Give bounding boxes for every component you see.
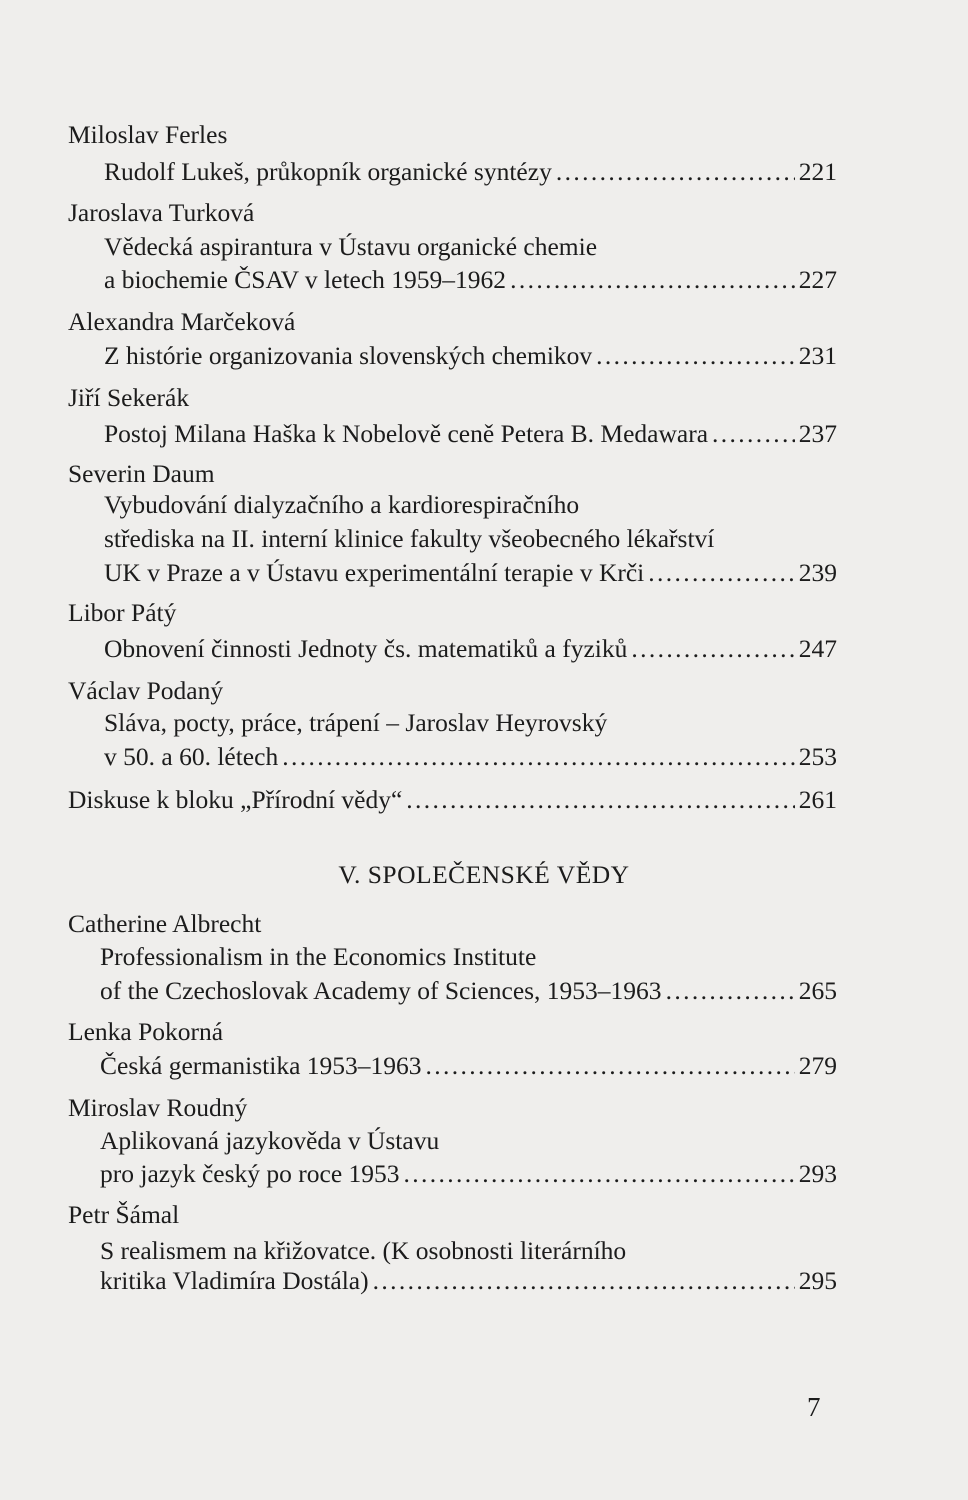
toc-page-number: 227 [798, 265, 837, 294]
toc-author: Jiří Sekerák [68, 383, 190, 412]
toc-entry [68, 785, 837, 815]
leader-dots [426, 1051, 795, 1081]
toc-title: Vybudování dialyzačního a kardiorespiračního [104, 490, 580, 519]
toc-author: Lenka Pokorná [68, 1017, 224, 1046]
toc-title: Diskuse k bloku „Přírodní vědy“ [68, 785, 403, 814]
toc-title: v 50. a 60. létech [104, 742, 279, 771]
toc-author: Miroslav Roudný [68, 1093, 248, 1122]
page-number: 7 [807, 1392, 821, 1422]
toc-entry [100, 1051, 837, 1081]
toc-author: Catherine Albrecht [68, 909, 262, 938]
toc-author: Severin Daum [68, 459, 215, 488]
toc-entry [104, 157, 837, 187]
toc-entry [104, 558, 837, 588]
toc-entry [104, 265, 837, 295]
toc-title: střediska na II. interní klinice fakulty všeobecného lékařství [104, 524, 715, 553]
toc-page-number: 239 [798, 558, 837, 587]
leader-dots [596, 341, 795, 371]
toc-title: Česká germanistika 1953–1963 [100, 1051, 422, 1080]
leader-dots [631, 634, 794, 664]
toc-entry [100, 1159, 837, 1189]
toc-page-number: 247 [798, 634, 837, 663]
toc-page-number: 231 [798, 341, 837, 370]
toc-entry [100, 1266, 837, 1296]
toc-title: Vědecká aspirantura v Ústavu organické chemie [104, 232, 598, 261]
toc-page-number: 237 [798, 419, 837, 448]
leader-dots [712, 419, 795, 449]
toc-page-number: 253 [798, 742, 837, 771]
toc-author: Alexandra Marčeková [68, 307, 296, 336]
leader-dots [648, 558, 794, 588]
leader-dots [510, 265, 795, 295]
toc-entry [104, 341, 837, 371]
toc-author: Miloslav Ferles [68, 120, 228, 149]
toc-author: Václav Podaný [68, 676, 224, 705]
toc-title: UK v Praze a v Ústavu experimentální terapie v Krči [104, 558, 645, 587]
toc-title: Obnovení činnosti Jednoty čs. matematiků a fyziků [104, 634, 628, 663]
leader-dots [666, 976, 795, 1006]
toc-entry [100, 976, 837, 1006]
leader-dots [556, 157, 795, 187]
toc-entry [104, 742, 837, 772]
toc-title: Rudolf Lukeš, průkopník organické syntézy [104, 157, 552, 186]
toc-page-number: 293 [798, 1159, 837, 1188]
toc-entry [104, 634, 837, 664]
leader-dots [404, 1159, 795, 1189]
leader-dots [373, 1266, 795, 1296]
leader-dots [282, 742, 795, 772]
toc-title: Professionalism in the Economics Institute [100, 942, 537, 971]
toc-title: Z histórie organizovania slovenských chemikov [104, 341, 593, 370]
toc-title: Aplikovaná jazykověda v Ústavu [100, 1126, 440, 1155]
toc-entry [104, 419, 837, 449]
toc-title: of the Czechoslovak Academy of Sciences, 1953–1963 [100, 976, 662, 1005]
toc-page-number: 295 [798, 1266, 837, 1295]
toc-title: a biochemie ČSAV v letech 1959–1962 [104, 265, 507, 294]
leader-dots [406, 785, 794, 815]
toc-title: kritika Vladimíra Dostála) [100, 1266, 369, 1295]
toc-title: pro jazyk český po roce 1953 [100, 1159, 400, 1188]
section-heading: V. SPOLEČENSKÉ VĚDY [338, 860, 630, 889]
toc-title: Postoj Milana Haška k Nobelově ceně Petera B. Medawara [104, 419, 709, 448]
toc-page-number: 261 [798, 785, 837, 814]
toc-page-number: 265 [798, 976, 837, 1005]
toc-page-number: 221 [798, 157, 837, 186]
toc-author: Petr Šámal [68, 1200, 180, 1229]
toc-author: Libor Pátý [68, 598, 177, 627]
toc-title: S realismem na křižovatce. (K osobnosti literárního [100, 1236, 627, 1265]
toc-author: Jaroslava Turková [68, 198, 255, 227]
toc-title: Sláva, pocty, práce, trápení – Jaroslav Heyrovský [104, 708, 608, 737]
toc-page-number: 279 [798, 1051, 837, 1080]
